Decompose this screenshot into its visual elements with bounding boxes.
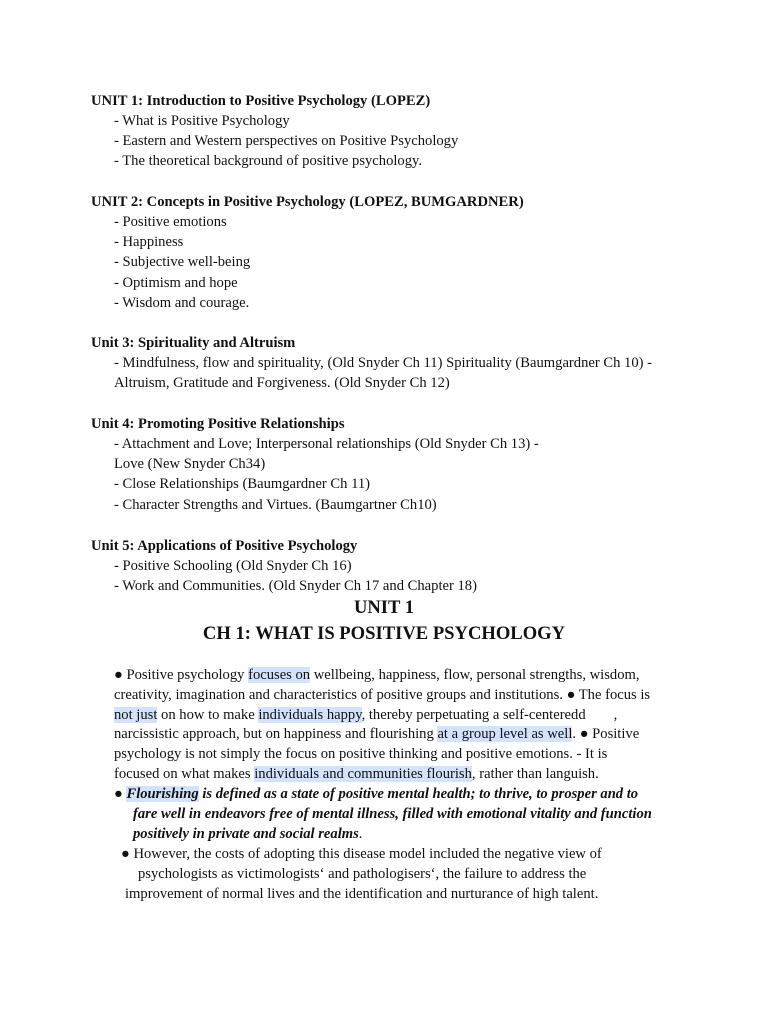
unit-4-title: Unit 4: Promoting Positive Relationships [91, 416, 345, 432]
unit-2-title: UNIT 2: Concepts in Positive Psychology (LOPEZ, BUMGARDNER) [91, 194, 524, 210]
unit-2-item: - Positive emotions [114, 214, 227, 230]
text-span: narcissistic approach, but on happiness and flourishing [114, 726, 438, 743]
paragraph-line [114, 765, 674, 785]
text-span: , thereby perpetuating a self-centeredd [361, 706, 586, 723]
text-span: is defined as a state of positive mental health; to thrive, to prosper and to [198, 786, 639, 802]
unit-2-item: - Subjective well-being [114, 254, 251, 271]
text-span: , [613, 706, 618, 723]
text-span: . ● Positive [572, 726, 640, 743]
text-span: , rather than languish. [471, 765, 599, 782]
bullet: ● [114, 786, 127, 802]
disease-model-paragraph [114, 845, 674, 904]
paragraph-line: psychology is not simply the focus on positive thinking and positive emotions. - It is [114, 746, 608, 763]
unit-1-item: - Eastern and Western perspectives on Positive Psychology [114, 133, 459, 150]
unit-heading: UNIT 1 [353, 597, 415, 618]
paragraph-line: psychologists as victimologists‘ and pathologisers‘, the failure to address the [138, 865, 587, 882]
flourishing-paragraph [114, 785, 674, 844]
unit-5-section [91, 536, 691, 596]
unit-3-item: Altruism, Gratitude and Forgiveness. (Old Snyder Ch 12) [114, 375, 450, 392]
paragraph-line [114, 706, 674, 726]
highlighted-text: individuals happy [258, 706, 362, 723]
unit-4-item: Love (New Snyder Ch34) [114, 456, 266, 473]
unit-1-item: - What is Positive Psychology [114, 113, 290, 129]
paragraph-line: improvement of normal lives and the identification and nurturance of high talent. [125, 885, 599, 902]
paragraph-line: ● However, the costs of adopting this disease model included the negative view of [121, 846, 602, 862]
unit-4-item: - Attachment and Love; Interpersonal relationships (Old Snyder Ch 13) - [114, 436, 539, 452]
paragraph-line [114, 666, 674, 686]
text-span: . [358, 825, 363, 842]
paragraph-line: creativity, imagination and characteristics of positive groups and institutions. ● The focus is [114, 686, 651, 703]
unit-2-item: - Happiness [114, 234, 184, 251]
text-span: ● Positive psychology [114, 667, 249, 683]
unit-5-title: Unit 5: Applications of Positive Psychology [91, 538, 358, 554]
unit-1-section [91, 91, 691, 172]
unit-3-section [91, 333, 691, 393]
text-span: positively in private and social realms [133, 825, 359, 842]
unit-2-item: - Optimism and hope [114, 274, 238, 291]
unit-3-title: Unit 3: Spirituality and Altruism [91, 335, 296, 351]
text-span: on how to make [157, 706, 259, 723]
highlighted-text: not just [114, 706, 158, 723]
highlighted-text: at a group level as well [437, 726, 573, 743]
unit-1-title: UNIT 1: Introduction to Positive Psychology (LOPEZ) [91, 93, 431, 109]
intro-paragraph [114, 666, 674, 785]
paragraph-line [114, 785, 674, 805]
unit-1-item: - The theoretical background of positive psychology. [114, 153, 423, 170]
unit-2-section [91, 192, 691, 313]
unit-4-item: - Character Strengths and Virtues. (Baumgartner Ch10) [114, 496, 437, 513]
highlighted-term: Flourishing [126, 786, 199, 802]
unit-5-item: - Positive Schooling (Old Snyder Ch 16) [114, 558, 352, 574]
unit-2-item: - Wisdom and courage. [114, 294, 250, 311]
unit-5-item: - Work and Communities. (Old Snyder Ch 17 and Chapter 18) [114, 578, 477, 595]
paragraph-line [114, 825, 674, 845]
unit-4-section [91, 414, 691, 515]
unit-4-item: - Close Relationships (Baumgardner Ch 11) [114, 476, 371, 493]
highlighted-text: individuals and communities flourish [254, 765, 472, 782]
unit-3-item: - Mindfulness, flow and spirituality, (Old Snyder Ch 11) Spirituality (Baumgardner Ch 10) - [114, 355, 653, 371]
paragraph-line: fare well in endeavors free of mental illness, filled with emotional vitality and function [133, 805, 652, 822]
chapter-heading: CH 1: WHAT IS POSITIVE PSYCHOLOGY [202, 623, 566, 644]
text-span: focused on what makes [114, 765, 255, 782]
text-span: wellbeing, happiness, flow, personal strengths, wisdom, [310, 667, 640, 683]
paragraph-line [114, 725, 674, 745]
highlighted-text: focuses on [248, 667, 311, 683]
